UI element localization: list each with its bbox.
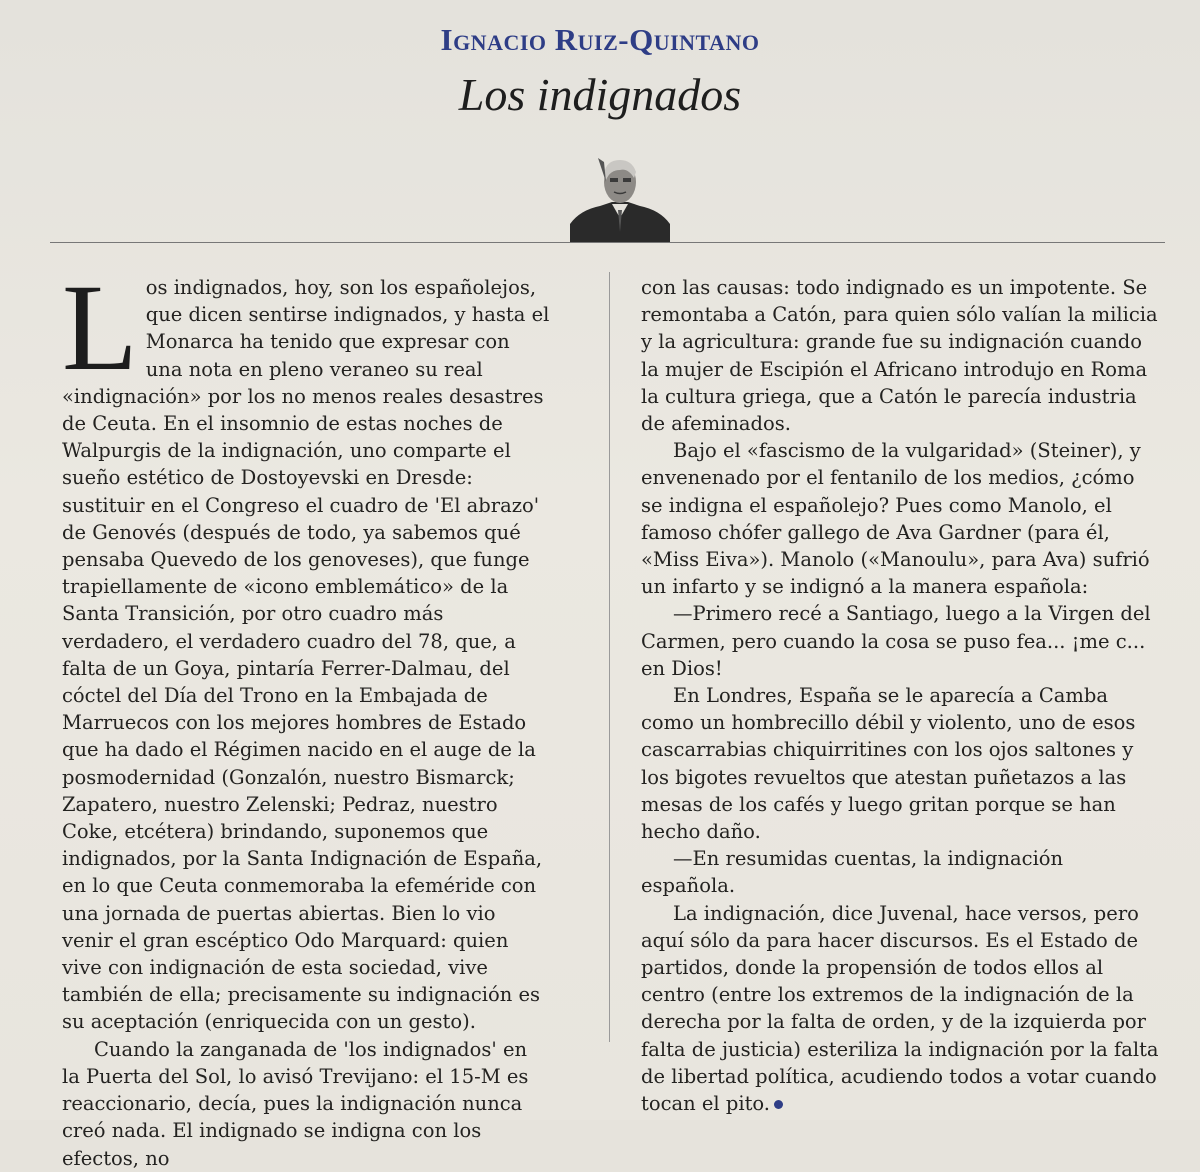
paragraph: —En resumidas cuentas, la indignación española. [641,847,1064,898]
paragraph [62,259,550,1036]
author-byline: Ignacio Ruiz-Quintano [440,22,760,57]
paragraph [641,900,1161,1118]
column-divider [609,272,610,1042]
paragraph: —Primero recé a Santiago, luego a la Virgen del Carmen, pero cuando la cosa se puso fea... ¡me c... en Dios! [641,602,1151,680]
end-mark-icon [774,1100,783,1109]
paragraph-text: os indignados, hoy, son los españolejos, que dicen sentirse indignados, y hasta el Monarca ha tenido que expresar con una nota en pleno veraneo su real «indignación» por los no menos reales desastres de Ceuta. En el insomnio de estas noches de Walpurgis de la indignación, uno comparte el sueño estético de Dostoyevski en Dresde: sustituir en el Congreso el cuadro de 'El abrazo' de Genovés (después de todo, ya sabemos qué pensaba Quevedo de los genoveses), que funge trapiellamente de «icono emblemático» de la Santa Transición, por otro cuadro más verdadero, el verdadero cuadro del 78, que, a falta de un Goya, pintaría Ferrer-Dalmau, del cóctel del Día del Trono en la Embajada de Marruecos con los mejores hombres de Estado que ha dado el Régimen nacido en el auge de la posmodernidad (Gonzalón, nuestro Bismarck; Zapatero, nuestro Zelenski; Pedraz, nuestro Coke, etcétera) brindando, suponemos que indignados, por la Santa Indignación de España, en lo que Ceuta conmemoraba la efeméride con una jornada de puertas abiertas. Bien lo vio venir el gran escéptico Odo Marquard: quien vive con indignación de esta sociedad, vive también de ella; precisamente su indignación es su aceptación (enriquecida con un gesto). [62,276,550,1034]
author-portrait-icon [570,152,670,242]
header-divider [50,242,1165,243]
paragraph: Bajo el «fascismo de la vulgaridad» (Steiner), y envenenado por el fentanilo de los medios, ¿cómo se indigna el españolejo? Pues como Manolo, el famoso chófer gallego de Ava Gardner (para él, «Miss Eiva»). Manolo («Manoulu», para Ava) sufrió un infarto y se indignó a la manera española: [641,439,1150,599]
column-right [641,274,1161,1117]
paragraph-text: La indignación, dice Juvenal, hace versos, pero aquí sólo da para hacer discursos. Es el Estado de partidos, donde la propensión de todos ellos al centro (entre los extremos de la indignación de la derecha por la falta de orden, y de la izquierda por falta de justicia) esteriliza la indignación por la falta de libertad política, acudiendo todos a votar cuando tocan el pito. [641,901,1159,1116]
paragraph: Cuando la zanganada de 'los indignados' en la Puerta del Sol, lo avisó Trevijano: el 15-M es reaccionario, decía, pues la indignación nunca creó nada. El indignado se indigna con los efectos, no [62,1037,529,1170]
drop-cap: L [62,259,138,396]
paragraph: En Londres, España se le aparecía a Camba como un hombrecillo débil y violento, uno de esos cascarrabias chiquirritines con los ojos saltones y los bigotes revueltos que atestan puñetazos a las mesas de los cafés y luego gritan porque se han hecho daño. [641,684,1136,844]
article-title: Los indignados [458,69,742,120]
column-left [62,259,550,1172]
paragraph: con las causas: todo indignado es un impotente. Se remontaba a Catón, para quien sólo valían la milicia y la agricultura: grande fue su indignación cuando la mujer de Escipión el Africano introdujo en Roma la cultura griega, que a Catón le parecía industria de afeminados. [641,276,1158,436]
